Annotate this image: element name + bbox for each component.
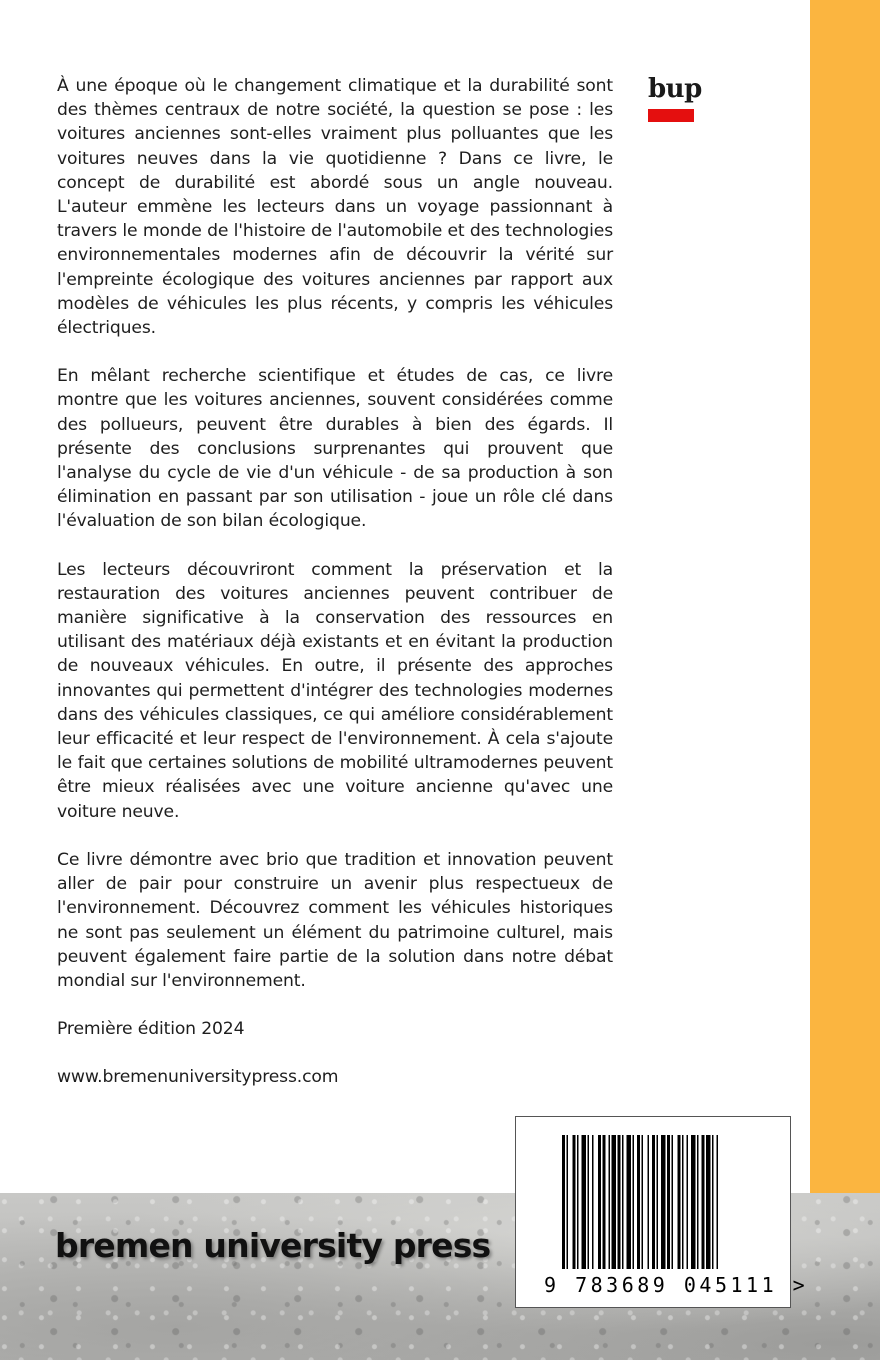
barcode-bar xyxy=(697,1135,699,1269)
back-cover-text xyxy=(57,74,613,1114)
barcode-bar xyxy=(609,1135,611,1269)
barcode-bar xyxy=(618,1135,621,1269)
orange-side-band xyxy=(810,0,880,1195)
website-link[interactable]: www.bremenuniversitypress.com xyxy=(57,1067,339,1088)
barcode-bar xyxy=(562,1135,565,1269)
paragraph-3: Les lecteurs découvriront comment la préservation et la restauration des voitures anciennes peuvent contribuer de manière significative à la conservation des ressources en utilisant des matériaux déjà existants et en évitant la production de nouveaux véhicules. En outre, il présente des approches innovantes qui permettent d'intégrer des technologies modernes dans des véhicules classiques, ce qui améliore considérablement leur efficacité et leur respect de l'environnement. À cela s'ajoute le fait que certaines solutions de mobilité ultramodernes peuvent être mieux réalisées avec une voiture ancienne qu'avec une voiture neuve. xyxy=(57,559,613,822)
barcode-bar xyxy=(712,1135,714,1269)
barcode-bar xyxy=(652,1135,655,1269)
barcode-bar xyxy=(667,1135,670,1269)
logo-text: bup xyxy=(648,74,702,104)
barcode-bar xyxy=(612,1135,617,1269)
barcode-bar xyxy=(642,1135,644,1269)
barcode-bar xyxy=(661,1135,666,1269)
isbn-barcode xyxy=(515,1116,809,1308)
publisher-wordmark: bremen university press xyxy=(55,1226,491,1265)
edition-line: Première édition 2024 xyxy=(57,1019,245,1040)
barcode-bar xyxy=(622,1135,624,1269)
barcode-bar xyxy=(633,1135,635,1269)
isbn-number: 9 783689 045111 > xyxy=(544,1273,809,1297)
barcode-bar xyxy=(657,1135,659,1269)
barcode-bar xyxy=(637,1135,640,1269)
barcode-bar xyxy=(687,1135,689,1269)
barcode-bar xyxy=(691,1135,696,1269)
paragraph-2: En mêlant recherche scientifique et études de cas, ce livre montre que les voitures anciennes, souvent considérées comme des pollueurs, peuvent être durables à bien des égards. Il présente des conclusions surprenantes qui prouvent que l'analyse du cycle de vie d'un véhicule - de sa production à son élimination en passant par son utilisation - joue un rôle clé dans l'évaluation de son bilan écologique. xyxy=(57,366,613,532)
barcode-bar xyxy=(588,1135,590,1269)
barcode-bar xyxy=(648,1135,650,1269)
barcode-bar xyxy=(627,1135,632,1269)
barcode-bar xyxy=(603,1135,606,1269)
barcode-bar xyxy=(592,1135,594,1269)
barcode-bar xyxy=(582,1135,587,1269)
barcode-bar xyxy=(717,1135,719,1269)
bup-logo xyxy=(648,74,702,122)
barcode-bar xyxy=(672,1135,674,1269)
barcode-bar xyxy=(598,1135,601,1269)
paragraph-1: À une époque où le changement climatique et la durabilité sont des thèmes centraux de notre société, la question se pose : les voitures anciennes sont-elles vraiment plus polluantes que les voitures neuves dans la vie quotidienne ? Dans ce livre, le concept de durabilité est abordé sous un angle nouveau. L'auteur emmène les lecteurs dans un voyage passionnant à travers le monde de l'histoire de l'automobile et des technologies environnementales modernes afin de découvrir la vérité sur l'empreinte écologique des voitures anciennes par rapport aux modèles de véhicules les plus récents, y compris les véhicules électriques. xyxy=(57,76,613,339)
barcode-bar xyxy=(577,1135,579,1269)
barcode-bar xyxy=(678,1135,681,1269)
barcode-bar xyxy=(682,1135,684,1269)
logo-red-bar xyxy=(648,109,694,122)
barcode-bar xyxy=(573,1135,576,1269)
barcode-bar xyxy=(706,1135,711,1269)
barcode-bar xyxy=(702,1135,705,1269)
barcode-bar xyxy=(567,1135,569,1269)
paragraph-4: Ce livre démontre avec brio que tradition et innovation peuvent aller de pair pour construire un avenir plus respectueux de l'environnement. Découvrez comment les véhicules historiques ne sont pas seulement un élément du patrimoine culturel, mais peuvent également faire partie de la solution dans notre débat mondial sur l'environnement. xyxy=(57,849,613,991)
